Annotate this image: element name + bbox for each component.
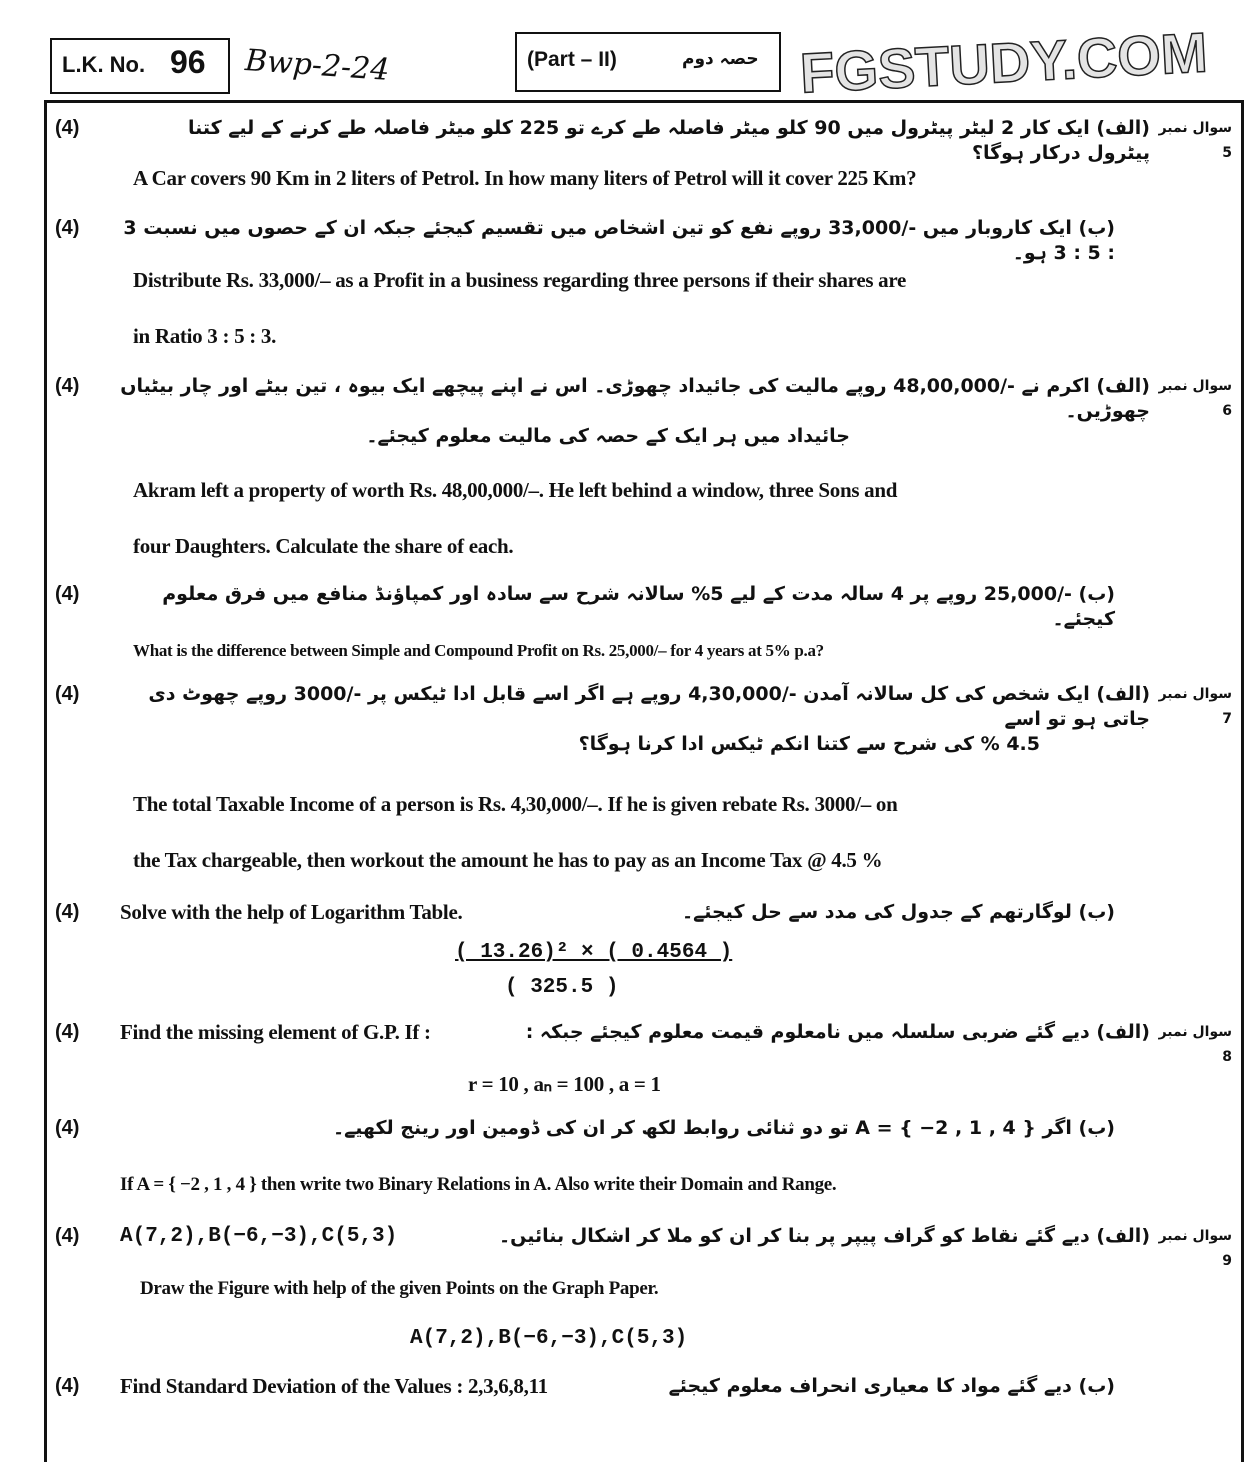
q8a-english: Find the missing element of G.P. If : bbox=[120, 1020, 431, 1044]
marks: (4) bbox=[55, 901, 80, 923]
part-box bbox=[515, 32, 781, 92]
marks: (4) bbox=[55, 117, 80, 139]
q9a-points-inline: A(7,2),B(−6,−3),C(5,3) bbox=[120, 1225, 398, 1248]
fraction-denominator: ( 325.5 ) bbox=[505, 976, 619, 999]
question-number: سوال نمبر 8 bbox=[1158, 1024, 1232, 1065]
question-number: سوال نمبر 7 bbox=[1158, 686, 1232, 727]
lk-number: 96 bbox=[170, 44, 206, 80]
part-label-en: (Part – II) bbox=[527, 48, 617, 71]
lk-label: L.K. No. bbox=[62, 52, 146, 77]
question-number: سوال نمبر 9 bbox=[1158, 1228, 1232, 1269]
q5b-urdu: (ب) ایک کاروبار میں -/33,000 روپے نفع کو تین اشخاص میں تقسیم کیجئے جبکہ ان کے حصوں میں نسبت 3 : 5 : 3 ہو۔ bbox=[123, 217, 1115, 264]
handwritten-code: Bwp-2-24 bbox=[243, 43, 391, 88]
q7a-english-1: The total Taxable Income of a person is Rs. 4,30,000/–. If he is given rebate Rs. 3000/– on bbox=[133, 792, 898, 816]
q5a-english: A Car covers 90 Km in 2 liters of Petrol. In how many liters of Petrol will it cover 225 Km? bbox=[133, 166, 917, 190]
marks: (4) bbox=[55, 375, 80, 397]
marks: (4) bbox=[55, 583, 80, 605]
q8b-english: If A = { −2 , 1 , 4 } then write two Binary Relations in A. Also write their Domain and Range. bbox=[120, 1174, 837, 1195]
q8a-given: r = 10 , aₙ = 100 , a = 1 bbox=[468, 1072, 661, 1096]
fraction-numerator: ( 13.26)² × ( 0.4564 ) bbox=[455, 941, 733, 964]
q9a-english: Draw the Figure with help of the given Points on the Graph Paper. bbox=[140, 1278, 659, 1299]
q9a-urdu: (الف) دیے گئے نقاط کو گراف پیپر پر بنا کر ان کو ملا کر اشکال بنائیں۔ bbox=[499, 1225, 1150, 1247]
marks: (4) bbox=[55, 1375, 80, 1397]
q6a-english-2: four Daughters. Calculate the share of each. bbox=[133, 534, 514, 558]
q8a-urdu: (الف) دیے گئے ضربی سلسلہ میں نامعلوم قیمت معلوم کیجئے جبکہ : bbox=[525, 1021, 1150, 1043]
q6a-urdu-2: جائیداد میں ہر ایک کے حصہ کی مالیت معلوم کیجئے۔ bbox=[366, 425, 850, 447]
watermark: FGSTUDY.COM bbox=[798, 20, 1209, 105]
q6b-urdu: (ب) -/25,000 روپے پر 4 سالہ مدت کے لیے 5% سالانہ شرح سے سادہ اور کمپاؤنڈ منافع میں فرق معلوم کیجئے۔ bbox=[162, 583, 1115, 630]
q5b-english-2: in Ratio 3 : 5 : 3. bbox=[133, 324, 277, 348]
q5a-urdu: (الف) ایک کار 2 لیٹر پیٹرول میں 90 کلو میٹر فاصلہ طے کرے تو 225 کلو میٹر فاصلہ طے کرنے کے لیے کتنا پیٹرول درکار ہوگا؟ bbox=[187, 117, 1150, 164]
q7a-urdu-2: 4.5 % کی شرح سے کتنا انکم ٹیکس ادا کرنا ہوگا؟ bbox=[578, 733, 1040, 755]
part-label-ur: حصہ دوم bbox=[682, 49, 759, 69]
q9b-english: Find Standard Deviation of the Values : 2,3,6,8,11 bbox=[120, 1374, 548, 1398]
marks: (4) bbox=[55, 1021, 80, 1043]
q7b-urdu: (ب) لوگارتھم کے جدول کی مدد سے حل کیجئے۔ bbox=[681, 901, 1115, 923]
marks: (4) bbox=[55, 217, 80, 239]
lk-number-box bbox=[50, 38, 230, 94]
question-number: سوال نمبر 6 bbox=[1158, 378, 1232, 419]
q8b-urdu: (ب) اگر { 4 , 1 , 2− } = A تو دو ثنائی روابط لکھ کر ان کی ڈومین اور رینج لکھیے۔ bbox=[332, 1117, 1115, 1139]
question-number: سوال نمبر 5 bbox=[1158, 120, 1232, 161]
q6b-english: What is the difference between Simple and Compound Profit on Rs. 25,000/– for 4 years at 5% p.a? bbox=[133, 641, 824, 660]
q9a-points: A(7,2),B(−6,−3),C(5,3) bbox=[410, 1327, 688, 1350]
q5a-english-row bbox=[48, 166, 1236, 216]
marks: (4) bbox=[55, 1117, 80, 1139]
marks: (4) bbox=[55, 1225, 80, 1247]
marks: (4) bbox=[55, 683, 80, 705]
q6a-english-1: Akram left a property of worth Rs. 48,00,000/–. He left behind a window, three Sons and bbox=[133, 478, 898, 502]
q7a-english-2: the Tax chargeable, then workout the amount he has to pay as an Income Tax @ 4.5 % bbox=[133, 848, 883, 872]
q7a-urdu-1: (الف) ایک شخص کی کل سالانہ آمدن -/4,30,000 روپے ہے اگر اسے قابل ادا ٹیکس پر -/3000 روپے چھوٹ دی جاتی ہو تو اسے bbox=[148, 683, 1150, 730]
q5b-urdu-row bbox=[48, 216, 1236, 268]
q7b-english: Solve with the help of Logarithm Table. bbox=[120, 900, 463, 924]
q5a-urdu-row bbox=[48, 116, 1236, 166]
q5b-english-1: Distribute Rs. 33,000/– as a Profit in a business regarding three persons if their shares are bbox=[133, 268, 907, 292]
questions-list bbox=[48, 116, 1236, 1424]
q6a-urdu-1: (الف) اکرم نے -/48,00,000 روپے مالیت کی جائیداد چھوڑی۔ اس نے اپنے پیچھے ایک بیوہ ، تین بیٹے اور چار بیٹیاں چھوڑیں۔ bbox=[120, 375, 1150, 422]
q9b-urdu: (ب) دیے گئے مواد کا معیاری انحراف معلوم کیجئے bbox=[668, 1375, 1115, 1397]
